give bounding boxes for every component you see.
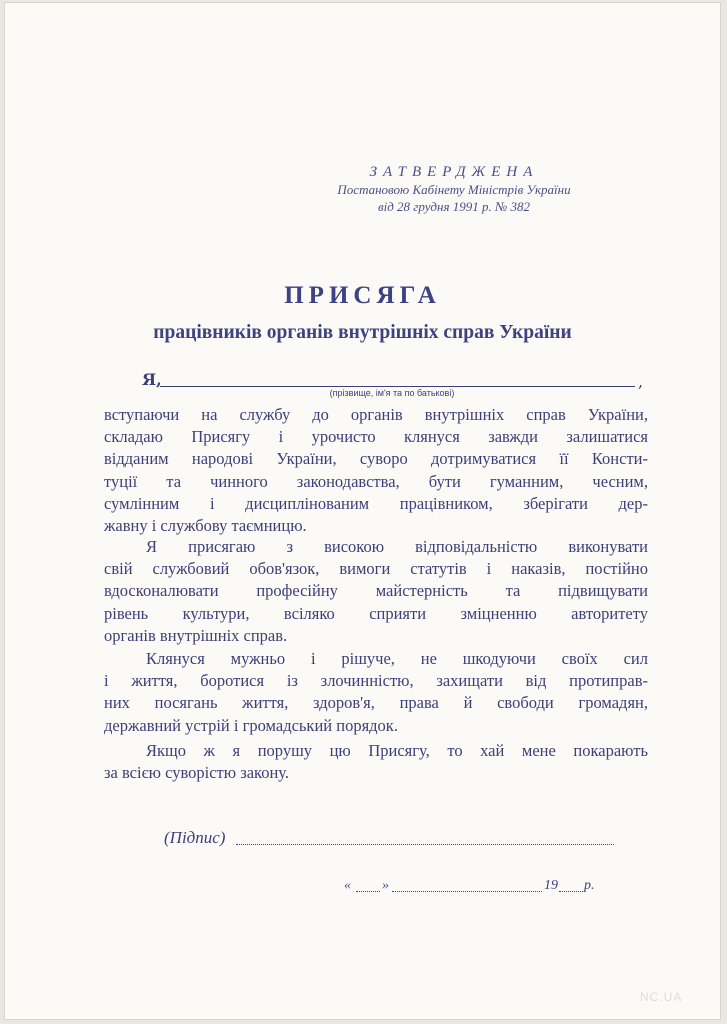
oath-paragraph-2 bbox=[104, 536, 648, 647]
paragraph-line: вдосконалювати професійну майстерність та підвищувати bbox=[104, 581, 648, 601]
date-month-line bbox=[392, 891, 542, 892]
date-close-quote: » bbox=[382, 878, 389, 893]
paragraph-line: рівень культури, всіляко сприяти зміцненню авторитету bbox=[104, 603, 648, 623]
paragraph-line: жавну і службову таємницю. bbox=[104, 516, 307, 536]
paragraph-line: відданим народові України, суворо дотримуватися її Консти- bbox=[104, 449, 648, 469]
paragraph-line: Клянуся мужньо і рішуче, не шкодуючи своїх сил bbox=[146, 649, 648, 668]
name-prefix: Я, bbox=[142, 370, 162, 389]
date-year-line bbox=[559, 891, 583, 892]
document-subtitle: працівників органів внутрішніх справ України bbox=[153, 322, 572, 343]
signature-line bbox=[236, 844, 614, 845]
date-year-prefix: 19 bbox=[544, 878, 558, 893]
oath-paragraph-4 bbox=[104, 740, 648, 784]
approval-heading: ЗАТВЕРДЖЕНА bbox=[369, 164, 539, 180]
approval-stamp bbox=[304, 164, 604, 215]
approval-decree: Постановою Кабінету Міністрів України bbox=[337, 182, 571, 197]
paragraph-line: Я присягаю з високою відповідальністю виконувати bbox=[146, 537, 648, 556]
name-fill-line bbox=[160, 386, 635, 387]
paragraph-line: свій службовий обов'язок, вимоги статутів і наказів, постійно bbox=[104, 559, 648, 579]
paragraph-line: них посягань життя, здоров'я, права й свободи громадян, bbox=[104, 693, 648, 713]
paragraph-line: за всією суворістю закону. bbox=[104, 763, 290, 783]
paragraph-line: Якщо ж я порушу цю Присягу, то хай мене покарають bbox=[146, 741, 648, 760]
paragraph-line: органів внутрішніх справ. bbox=[104, 625, 288, 645]
date-day-line bbox=[356, 891, 380, 892]
paragraph-line: вступаючи на службу до органів внутрішніх справ України, bbox=[104, 405, 648, 424]
date-suffix: р. bbox=[584, 878, 595, 893]
watermark: NC.UA bbox=[640, 990, 683, 1004]
name-line bbox=[142, 370, 642, 404]
approval-date: від 28 грудня 1991 р. № 382 bbox=[377, 199, 531, 214]
signature-label: (Підпис) bbox=[164, 828, 226, 847]
date-open-quote: « bbox=[344, 878, 351, 893]
name-suffix: , bbox=[638, 372, 644, 391]
document-title: ПРИСЯГА bbox=[284, 282, 441, 309]
paragraph-line: сумлінним і дисциплінованим працівником, зберігати дер- bbox=[104, 493, 648, 513]
oath-paragraph-3 bbox=[104, 648, 648, 737]
name-caption: (прізвище, ім'я та по батькові) bbox=[329, 388, 455, 398]
paragraph-line: і життя, боротися із злочинністю, захищати від протиправ- bbox=[104, 671, 648, 691]
oath-paragraph-1 bbox=[104, 404, 648, 537]
document-page bbox=[4, 2, 721, 1020]
paragraph-line: складаю Присягу і урочисто клянуся завжди залишатися bbox=[104, 427, 648, 447]
paragraph-line: державний устрій і громадський порядок. bbox=[104, 715, 398, 735]
paragraph-line: туції та чинного законодавства, бути гуманним, чесним, bbox=[104, 471, 648, 491]
